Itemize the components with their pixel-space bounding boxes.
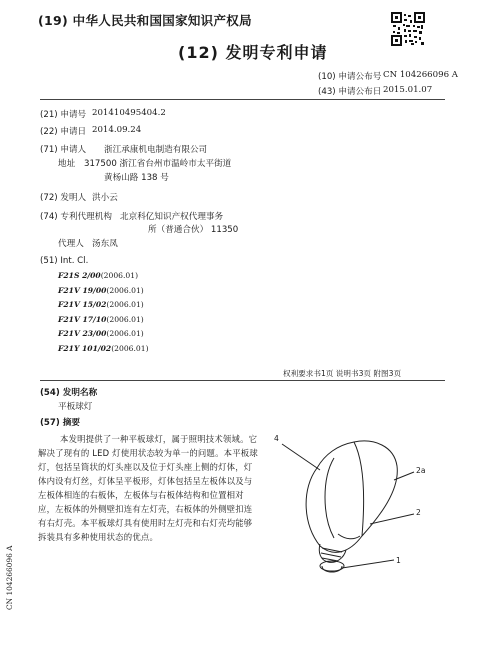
- intcl-row: [58, 315, 144, 324]
- intcl-row: [58, 329, 144, 338]
- intcl-row: [58, 286, 144, 295]
- pub-date-label: (43) 申请公布日: [318, 87, 382, 97]
- qr-code-icon: [391, 12, 425, 46]
- agency-label: (74) 专利代理机构: [40, 212, 112, 222]
- lamp-drawing-svg: [262, 428, 442, 578]
- address-line-2: 黄杨山路 138 号: [104, 173, 169, 183]
- document-type: (12) 发明专利申请: [178, 43, 328, 62]
- intcl-date: (2006.01): [106, 286, 144, 295]
- agency-line-1: 北京科亿知识产权代理事务: [120, 212, 224, 222]
- abstract-body: 本发明提供了一种平板球灯，属于照明技术领域。它解决了现有的 LED 灯使用状态较为单一的问题。本平板球灯，包括呈筒状的灯头座以及位于灯头座上侧的灯体，灯体内设有灯丝，灯体呈平板形，灯体包括呈左板体以及与左板体相连的右板体，左板体与右板体结构和位置相对应，左板体的外侧壁扣连有左灯壳，右板体的外侧壁扣连有右灯壳。本平板球灯具有使用时左灯壳和右灯壳均能够拆装具有多种使用状态的优点。: [38, 434, 258, 542]
- intcl-code: F21V 23/00: [58, 329, 107, 338]
- pages-summary: 权利要求书1页 说明书3页 附图3页: [283, 369, 402, 378]
- intcl-label: (51) Int. Cl.: [40, 256, 89, 266]
- intcl-code: F21Y 101/02: [58, 344, 112, 353]
- intcl-date: (2006.01): [106, 300, 144, 309]
- agency-line-2: 所（普通合伙） 11350: [148, 225, 239, 235]
- intcl-code: F21V 17/10: [58, 315, 107, 324]
- office-name: (19) 中华人民共和国国家知识产权局: [38, 13, 252, 28]
- pub-no-label: (10) 申请公布号: [318, 72, 382, 82]
- applicant-label: (71) 申请人: [40, 145, 87, 155]
- intcl-date: (2006.01): [106, 329, 144, 338]
- figure-label: 4: [274, 434, 279, 443]
- inventor: 洪小云: [92, 193, 118, 203]
- figure-label: 2a: [416, 466, 426, 475]
- intcl-date: (2006.01): [106, 315, 144, 324]
- agent: 汤东凤: [92, 239, 118, 249]
- address-label: 地址: [58, 159, 76, 169]
- intcl-code: F21V 15/02: [58, 300, 107, 309]
- title-label: (54) 发明名称: [40, 388, 98, 398]
- side-pub-number: CN 104266096 A: [5, 545, 14, 610]
- biblio-divider: [40, 380, 445, 381]
- invention-title: 平板球灯: [58, 402, 93, 412]
- pub-no: CN 104266096 A: [383, 70, 458, 80]
- address-line-1: 317500 浙江省台州市温岭市太平街道: [84, 159, 232, 169]
- app-date-label: (22) 申请日: [40, 127, 87, 137]
- inventor-label: (72) 发明人: [40, 193, 87, 203]
- header-divider: [40, 99, 445, 100]
- intcl-row: [58, 300, 144, 309]
- abstract-text: [38, 432, 258, 544]
- intcl-date: (2006.01): [111, 344, 149, 353]
- intcl-date: (2006.01): [100, 271, 139, 280]
- applicant: 浙江承康机电制造有限公司: [104, 145, 208, 155]
- abstract-label: (57) 摘要: [40, 418, 80, 428]
- intcl-code: F21V 19/00: [58, 286, 107, 295]
- app-no-label: (21) 申请号: [40, 110, 87, 120]
- intcl-code: F21S 2/00: [58, 271, 101, 280]
- intcl-row: [58, 271, 138, 280]
- app-no: 201410495404.2: [92, 108, 166, 118]
- intcl-row: [58, 344, 149, 353]
- figure-label: 1: [396, 556, 401, 565]
- lamp-drawing: [262, 428, 442, 578]
- agent-label: 代理人: [58, 239, 84, 249]
- pub-date: 2015.01.07: [383, 85, 433, 95]
- app-date: 2014.09.24: [92, 125, 142, 135]
- figure-label: 2: [416, 508, 421, 517]
